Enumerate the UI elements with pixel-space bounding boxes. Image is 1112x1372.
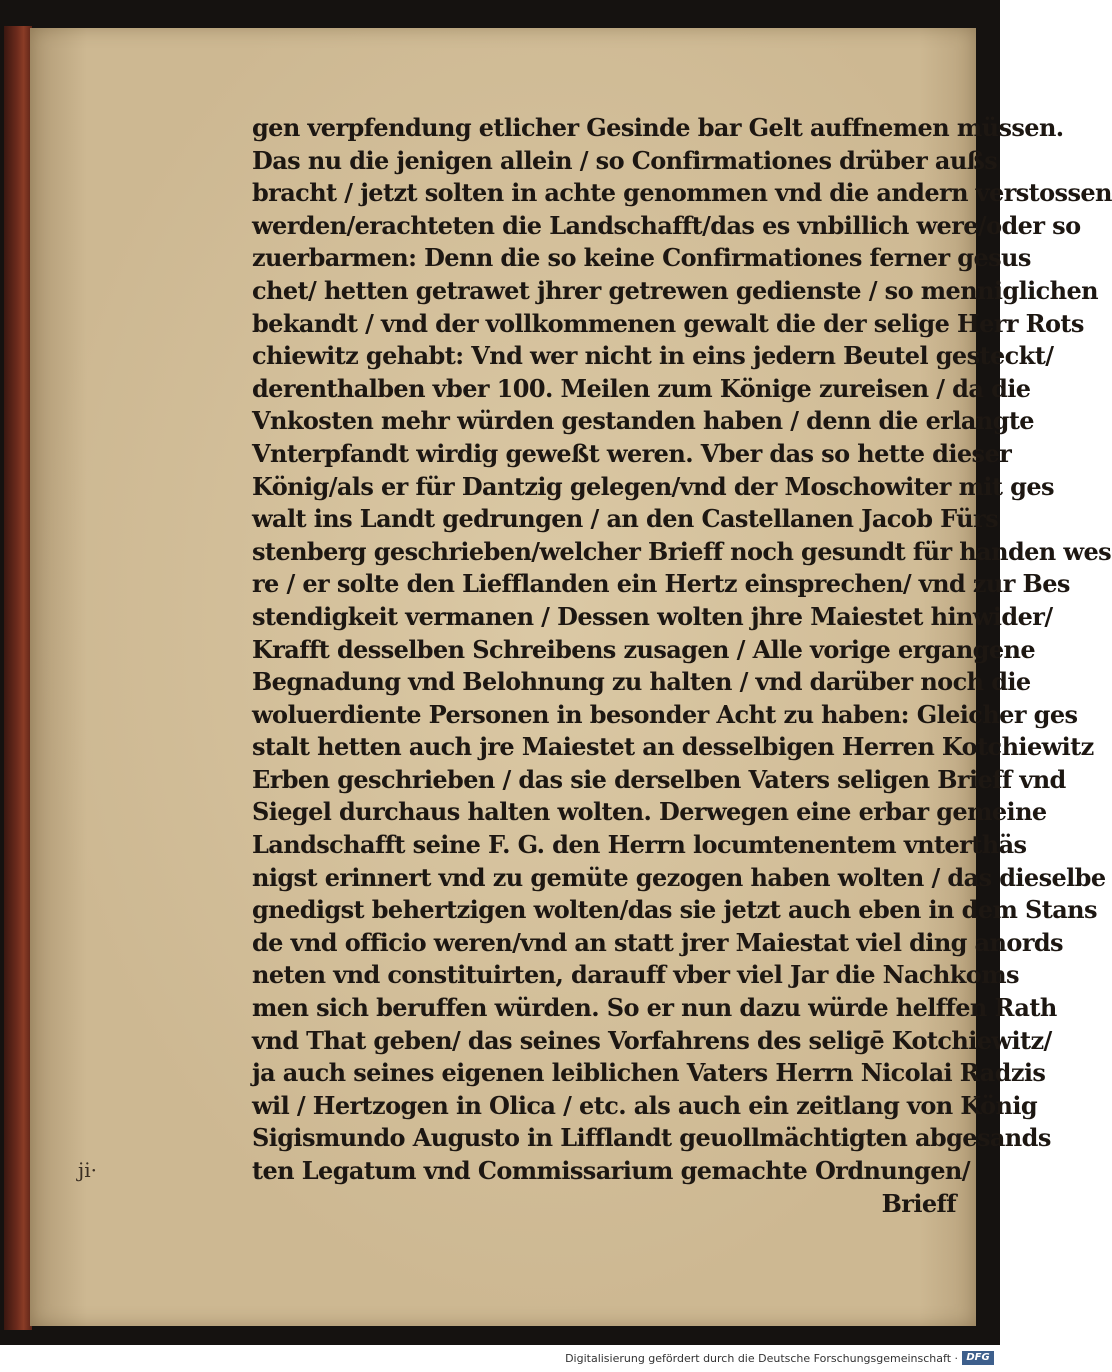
text-line: nigst erinnert vnd zu gemüte gezogen haben wolten / das dieselbe [252, 862, 1106, 892]
text-line: Krafft desselben Schreibens zusagen / Alle vorige ergangene [252, 634, 1036, 664]
text-line: Das nu die jenigen allein / so Confirmationes drüber außs [252, 145, 998, 175]
text-line: bekandt / vnd der vollkommenen gewalt die der selige Herr Rots [252, 308, 1084, 338]
text-line: Siegel durchaus halten wolten. Derwegen eine erbar gemeine [252, 797, 1047, 827]
text-line: Vnkosten mehr würden gestanden haben / denn die erlangte [252, 406, 1034, 436]
text-line: re / er solte den Liefflanden ein Hertz einsprechen/ vnd zur Bes [252, 569, 1070, 599]
text-line: stenberg geschrieben/welcher Brieff noch gesundt für handen wes [252, 536, 1112, 566]
text-line: wil / Hertzogen in Olica / etc. als auch ein zeitlang von König [252, 1090, 1038, 1120]
text-line: Landschafft seine F. G. den Herrn locumtenentem vnterthäs [252, 830, 1027, 860]
book-binding-edge [4, 26, 32, 1330]
text-line: neten vnd constituirten, darauff vber viel Jar die Nachkoms [252, 960, 1019, 990]
text-line: vnd That geben/ das seines Vorfahrens des seligē Kotchiewitz/ [252, 1025, 1052, 1055]
text-line: stalt hetten auch jre Maiestet an desselbigen Herren Kotchiewitz [252, 732, 1094, 762]
text-line: chet/ hetten getrawet jhrer getrewen gedienste / so menniglichen [252, 275, 1099, 305]
text-line: Vnterpfandt wirdig geweßt weren. Vber das so hette dieser [252, 438, 1012, 468]
text-line: stendigkeit vermanen / Dessen wolten jhre Maiestet hinwider/ [252, 601, 1053, 631]
text-line: walt ins Landt gedrungen / an den Castellanen Jacob Fürs [252, 504, 998, 534]
funding-credit: Digitalisierung gefördert durch die Deutsche Forschungsgemeinschaft · [565, 1352, 958, 1365]
text-line: Begnadung vnd Belohnung zu halten / vnd darüber noch die [252, 667, 1031, 697]
text-line: werden/erachteten die Landschafft/das es vnbillich were/oder so [252, 210, 1081, 240]
text-line: zuerbarmen: Denn die so keine Confirmationes ferner gesus [252, 243, 1031, 273]
text-line: chiewitz gehabt: Vnd wer nicht in eins jedern Beutel gesteckt/ [252, 341, 1054, 371]
margin-mark: ji· [78, 1158, 97, 1182]
text-line: de vnd officio weren/vnd an statt jrer Maiestat viel ding anords [252, 927, 1063, 957]
text-line: gnedigst behertzigen wolten/das sie jetzt auch eben in dem Stans [252, 895, 1097, 925]
text-line: gen verpfendung etlicher Gesinde bar Gelt auffnemen müssen. [252, 113, 1064, 142]
text-line: Sigismundo Augusto in Lifflandt geuollmächtigten abgesands [252, 1123, 1051, 1153]
text-block [252, 112, 1112, 1220]
text-line: König/als er für Dantzig gelegen/vnd der Moschowiter mit ges [252, 471, 1054, 501]
text-line: woluerdiente Personen in besonder Acht zu haben: Gleicher ges [252, 699, 1078, 729]
text-line: derenthalben vber 100. Meilen zum Könige zureisen / da die [252, 373, 1031, 403]
dfg-logo-icon: DFG [962, 1351, 994, 1365]
footer-bar [0, 1345, 1000, 1372]
text-line: ja auch seines eigenen leiblichen Vaters Herrn Nicolai Radzis [252, 1058, 1046, 1088]
text-line: men sich beruffen würden. So er nun dazu würde helffen Rath [252, 993, 1057, 1023]
text-line: bracht / jetzt solten in achte genommen vnd die andern verstossen [252, 178, 1112, 208]
text-line: ten Legatum vnd Commissarium gemachte Ordnungen/ [252, 1156, 970, 1185]
catchword: Brieff [881, 1188, 956, 1218]
text-line: Erben geschrieben / das sie derselben Vaters seligen Brieff vnd [252, 764, 1066, 794]
